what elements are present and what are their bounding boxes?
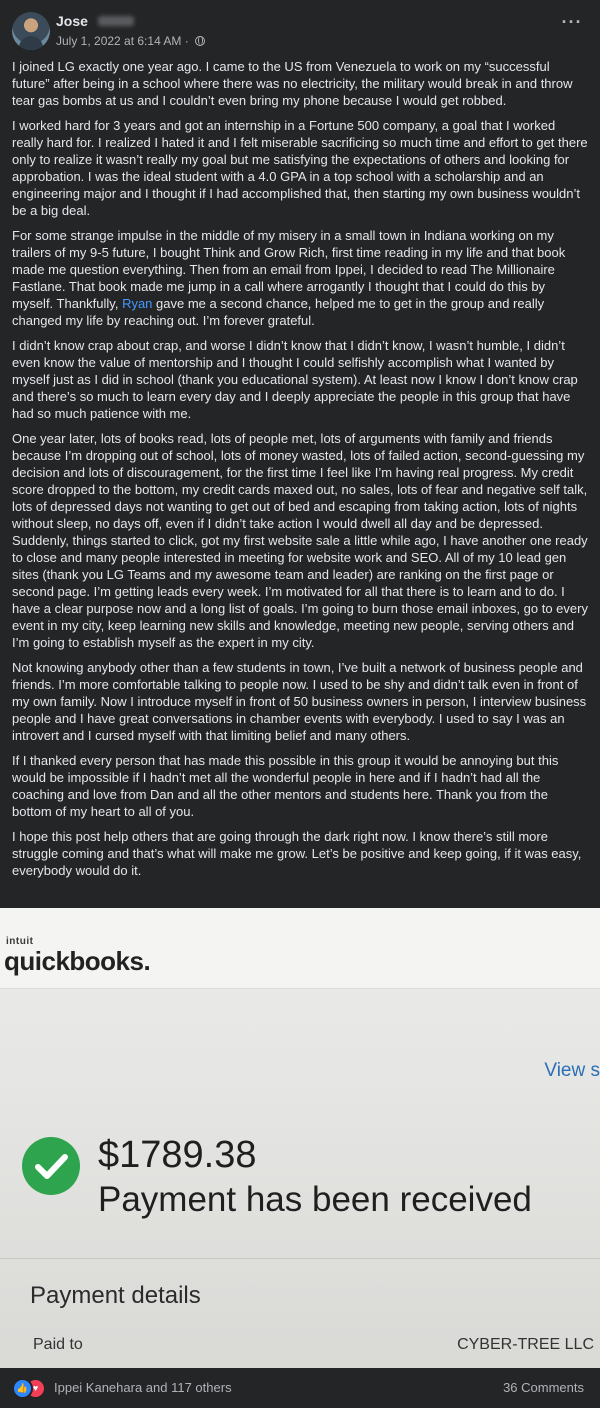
payment-status: Payment has been received	[98, 1180, 532, 1219]
paid-to-value: CYBER-TREE LLC	[457, 1336, 594, 1353]
paragraph-text: For some strange impulse in the middle of my misery in a small town in Indiana working on my trailers of my 9-5 future, I bought Think and Grow Rich, first time reading in my life and that book made me question everything. Then from an email from Ippei, I decided to read The Millionaire Fastlane. That book made me jump in a call where arrogantly I thought that I could do this by myself. Thankfully,	[12, 228, 566, 311]
blurred-surname	[98, 16, 134, 26]
post-timestamp[interactable]	[56, 34, 205, 48]
reaction-icons[interactable]	[12, 1378, 48, 1396]
globe-icon	[195, 36, 205, 46]
post-photo[interactable]	[0, 908, 600, 1368]
post-paragraph-6: Not knowing anybody other than a few students in town, I’ve built a network of business people and friends. I’m more comfortable talking to people now. I used to be shy and didn’t talk even in front of my own family. Now I introduce myself in front of 50 business owners in person, I interview business people and I have great conversations in chamber events with everybody. I used to say I was an introvert and I cursed myself with that limiting belief and many others.	[12, 660, 587, 743]
quickbooks-header	[0, 908, 600, 989]
comments-count-link[interactable]: 36 Comments	[503, 1380, 584, 1395]
post-paragraph-1: I joined LG exactly one year ago. I came to the US from Venezuela to work on my “successful future” after being in a school where there was no electricity, the military would break in and throw tear gas bombs at us and I couldn’t even bring my phone because I would get robbed.	[12, 59, 573, 108]
timestamp-text[interactable]: July 1, 2022 at 6:14 AM ·	[56, 34, 189, 48]
post-paragraph-8: I hope this post help others that are going through the dark right now. I know there’s still more struggle coming and that’s what will make me grow. Let’s be positive and keep going, if it was easy, everybody would do it.	[12, 829, 582, 878]
post-paragraph-3	[12, 227, 588, 329]
more-options-icon[interactable]: ···	[561, 12, 583, 32]
post-body	[12, 58, 588, 887]
reactions-summary[interactable]: Ippei Kanehara and 117 others	[54, 1380, 232, 1395]
love-icon: ♥	[25, 1378, 46, 1399]
post-footer	[12, 1376, 588, 1398]
post-paragraph-2: I worked hard for 3 years and got an internship in a Fortune 500 company, a goal that I worked really hard for. I realized I hated it and I felt miserable sacrificing so much time and effort to get there only to realize it wasn’t really my goal but me satisfying the expectations of others and looking for approbation. I was the ideal student with a 4.0 GPA in a top school with a scholarship and an engineering major and I thought if I had accomplished that, then starting my own business wouldn’t be a big deal.	[12, 118, 588, 218]
intuit-logo: intuit	[6, 936, 34, 947]
payment-details-title: Payment details	[30, 1282, 201, 1309]
mention-link[interactable]: Ryan	[122, 296, 153, 311]
post-paragraph-4: I didn’t know crap about crap, and worse I didn’t know that I didn’t know, I wasn’t humble, I didn’t even know the value of mentorship and I thought I could selfishly accomplish what I wanted by myself just as I did in school (thank you educational system). At least now I know I don’t know crap and there’s so much to learn every day and I deeply appreciate the people in this group that have had so much patience with me.	[12, 338, 578, 421]
view-link: View s	[544, 1060, 600, 1081]
quickbooks-logo: quickbooks.	[4, 946, 151, 976]
post-header	[12, 12, 588, 52]
divider	[0, 1258, 600, 1259]
paid-to-label: Paid to	[33, 1336, 83, 1353]
post-paragraph-7: If I thanked every person that has made this possible in this group it would be annoying but this would be impossible if I hadn’t met all the wonderful people in here and if I hadn’t had all the coaching and love from Dan and all the other mentors and students here. Thank you from the bottom of my heart to all of you.	[12, 753, 559, 819]
payment-amount: $1789.38	[98, 1134, 257, 1176]
post-paragraph-5: One year later, lots of books read, lots of people met, lots of arguments with family and friends because I’m dropping out of school, lots of money wasted, lots of failed action, second-guessing my decision and lots of discouragement, for the first time I feel like I’m having real progress. My credit score dropped to the bottom, my credit cards maxed out, no sales, lots of fear and negative self talk, lots of depressed days not wanting to get out of bed and escaping from taking action, lots of nights without sleep, no days off, even if I didn’t take action I would dwell all day and be depressed. Suddenly, things started to click, got my first website sale a little while ago, I have another one ready to close and many people interested in meeting for website work and SEO. All of my 10 lead gen sites (thank you LG Teams and my awesome team and leader) are ranking on the first page or second page. I’m getting leads every week. I’m motivated for all that there is to learn and to do. I have a clear purpose now and a long list of goals. I’m going to burn those email inboxes, go to every event in my city, keep learning new skills and knowledge, meeting new people, serving others and I’m going to establish myself as the expert in my city.	[12, 431, 588, 650]
author-name[interactable]: Jose	[56, 13, 88, 29]
check-icon	[22, 1137, 80, 1195]
paragraph-text: gave me a second chance, helped me to get in the group and really changed my life by reaching out. I’m forever grateful.	[12, 296, 545, 328]
like-icon: 👍	[12, 1378, 33, 1399]
avatar[interactable]	[12, 12, 50, 50]
